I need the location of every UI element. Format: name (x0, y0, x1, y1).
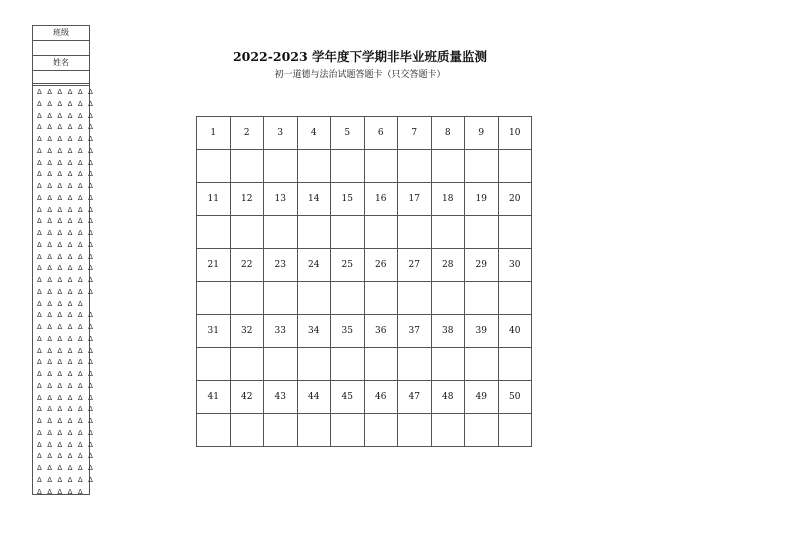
question-number-cell: 42 (230, 381, 264, 414)
seal-line: Δ Δ Δ Δ Δ Δ (37, 193, 95, 202)
seal-line: Δ Δ Δ Δ Δ (37, 487, 85, 496)
answer-cell[interactable] (331, 348, 365, 381)
seal-line-strip (32, 83, 95, 496)
answer-row (197, 216, 532, 249)
question-number-cell: 37 (398, 315, 432, 348)
seal-line: Δ Δ Δ Δ Δ Δ (37, 452, 95, 461)
answer-cell[interactable] (364, 150, 398, 183)
seal-line: Δ Δ Δ Δ Δ Δ (37, 111, 95, 120)
question-number-cell: 19 (465, 183, 499, 216)
question-number-cell: 12 (230, 183, 264, 216)
question-number-cell: 14 (297, 183, 331, 216)
question-number-cell: 5 (331, 117, 365, 150)
question-number-cell: 17 (398, 183, 432, 216)
question-number-cell: 3 (264, 117, 298, 150)
answer-cell[interactable] (498, 150, 532, 183)
answer-cell[interactable] (230, 150, 264, 183)
question-number-cell: 27 (398, 249, 432, 282)
question-number-cell: 9 (465, 117, 499, 150)
answer-cell[interactable] (197, 150, 231, 183)
question-number-cell: 41 (197, 381, 231, 414)
answer-cell[interactable] (465, 150, 499, 183)
question-number-cell: 45 (331, 381, 365, 414)
answer-cell[interactable] (264, 348, 298, 381)
answer-cell[interactable] (331, 282, 365, 315)
answer-cell[interactable] (264, 216, 298, 249)
seal-line: Δ Δ Δ Δ Δ Δ (37, 370, 95, 378)
answer-cell[interactable] (398, 150, 432, 183)
answer-cell[interactable] (465, 216, 499, 249)
name-label: 姓名 (33, 56, 89, 71)
seal-line: Δ Δ Δ Δ Δ Δ (37, 264, 95, 273)
answer-cell[interactable] (230, 414, 264, 447)
question-number-cell: 10 (498, 117, 532, 150)
question-number-cell: 43 (264, 381, 298, 414)
answer-row (197, 150, 532, 183)
answer-cell[interactable] (398, 282, 432, 315)
answer-cell[interactable] (431, 282, 465, 315)
answer-cell[interactable] (230, 348, 264, 381)
answer-cell[interactable] (331, 216, 365, 249)
answer-cell[interactable] (431, 414, 465, 447)
answer-cell[interactable] (197, 414, 231, 447)
question-number-cell: 31 (197, 315, 231, 348)
question-number-cell: 49 (465, 381, 499, 414)
question-number-cell: 23 (264, 249, 298, 282)
question-number-cell: 48 (431, 381, 465, 414)
question-number-row (197, 315, 532, 348)
question-number-cell: 39 (465, 315, 499, 348)
question-number-cell: 16 (364, 183, 398, 216)
question-number-row (197, 249, 532, 282)
question-number-cell: 1 (197, 117, 231, 150)
question-number-cell: 44 (297, 381, 331, 414)
seal-line: Δ Δ Δ Δ Δ Δ (37, 205, 95, 214)
answer-cell[interactable] (230, 216, 264, 249)
seal-line: Δ Δ Δ Δ Δ Δ (37, 217, 95, 226)
answer-cell[interactable] (364, 348, 398, 381)
question-number-cell: 20 (498, 183, 532, 216)
seal-line: Δ Δ Δ Δ Δ Δ (37, 170, 95, 179)
question-number-cell: 26 (364, 249, 398, 282)
answer-cell[interactable] (364, 282, 398, 315)
question-number-cell: 13 (264, 183, 298, 216)
answer-cell[interactable] (297, 150, 331, 183)
answer-row (197, 282, 532, 315)
question-number-cell: 6 (364, 117, 398, 150)
answer-cell[interactable] (465, 282, 499, 315)
answer-cell[interactable] (431, 216, 465, 249)
answer-cell[interactable] (297, 282, 331, 315)
class-label: 班级 (33, 26, 89, 41)
question-number-cell: 30 (498, 249, 532, 282)
class-field[interactable] (33, 41, 89, 56)
answer-cell[interactable] (297, 216, 331, 249)
seal-line: Δ Δ Δ Δ Δ Δ (37, 287, 95, 296)
seal-line: Δ Δ Δ Δ Δ Δ (37, 346, 95, 355)
seal-line: Δ Δ Δ Δ Δ Δ (37, 276, 95, 284)
seal-line: Δ Δ Δ Δ Δ Δ (37, 323, 95, 331)
seal-line: Δ Δ Δ Δ Δ Δ (37, 440, 95, 449)
question-number-cell: 32 (230, 315, 264, 348)
question-number-cell: 40 (498, 315, 532, 348)
answer-cell[interactable] (465, 414, 499, 447)
question-number-cell: 46 (364, 381, 398, 414)
question-number-cell: 21 (197, 249, 231, 282)
answer-cell[interactable] (297, 414, 331, 447)
question-number-cell: 35 (331, 315, 365, 348)
answer-cell[interactable] (297, 348, 331, 381)
seal-line: Δ Δ Δ Δ Δ Δ (37, 334, 95, 343)
seal-line: Δ Δ Δ Δ Δ Δ (37, 123, 95, 132)
question-number-cell: 50 (498, 381, 532, 414)
answer-cell[interactable] (364, 216, 398, 249)
seal-line: Δ Δ Δ Δ Δ Δ (37, 475, 95, 484)
seal-line: Δ Δ Δ Δ Δ Δ (37, 393, 95, 402)
answer-cell[interactable] (431, 150, 465, 183)
seal-line: Δ Δ Δ Δ Δ Δ (37, 428, 95, 437)
answer-cell[interactable] (264, 150, 298, 183)
answer-cell[interactable] (498, 414, 532, 447)
question-number-cell: 33 (264, 315, 298, 348)
answer-cell[interactable] (398, 216, 432, 249)
seal-line: Δ Δ Δ Δ Δ Δ (37, 99, 95, 108)
question-number-cell: 36 (364, 315, 398, 348)
question-number-cell: 15 (331, 183, 365, 216)
page-title: 2022-2023 学年度下学期非毕业班质量监测 (232, 49, 488, 64)
question-number-row (197, 117, 532, 150)
answer-cell[interactable] (230, 282, 264, 315)
question-number-cell: 18 (431, 183, 465, 216)
seal-line: Δ Δ Δ Δ Δ Δ (37, 146, 95, 155)
seal-line: Δ Δ Δ Δ Δ Δ (37, 464, 95, 472)
question-number-cell: 11 (197, 183, 231, 216)
answer-cell[interactable] (197, 348, 231, 381)
question-number-cell: 24 (297, 249, 331, 282)
answer-cell[interactable] (197, 282, 231, 315)
answer-cell[interactable] (398, 414, 432, 447)
question-number-cell: 25 (331, 249, 365, 282)
seal-line: Δ Δ Δ Δ Δ Δ (37, 358, 95, 367)
answer-cell[interactable] (465, 348, 499, 381)
seal-line: Δ Δ Δ Δ Δ Δ (37, 417, 95, 425)
seal-line: Δ Δ Δ Δ Δ Δ (37, 381, 95, 390)
question-number-cell: 8 (431, 117, 465, 150)
seal-line: Δ Δ Δ Δ Δ Δ (37, 240, 95, 249)
seal-line: Δ Δ Δ Δ Δ Δ (37, 229, 95, 237)
page-subtitle: 初一道德与法治试题答题卡（只交答题卡） (274, 70, 446, 80)
question-number-cell: 2 (230, 117, 264, 150)
answer-cell[interactable] (498, 348, 532, 381)
seal-line: Δ Δ Δ Δ Δ Δ (37, 88, 95, 96)
question-number-cell: 4 (297, 117, 331, 150)
answer-cell[interactable] (197, 216, 231, 249)
answer-cell[interactable] (498, 282, 532, 315)
question-number-cell: 29 (465, 249, 499, 282)
seal-line: Δ Δ Δ Δ Δ Δ (37, 158, 95, 167)
seal-line: Δ Δ Δ Δ Δ Δ (37, 252, 95, 261)
answer-cell[interactable] (264, 282, 298, 315)
student-info-box (32, 25, 90, 86)
question-number-cell: 22 (230, 249, 264, 282)
answer-grid (196, 116, 532, 447)
question-number-cell: 7 (398, 117, 432, 150)
question-number-cell: 34 (297, 315, 331, 348)
question-number-row (197, 183, 532, 216)
answer-cell[interactable] (331, 414, 365, 447)
answer-cell[interactable] (264, 414, 298, 447)
question-number-cell: 47 (398, 381, 432, 414)
seal-line: Δ Δ Δ Δ Δ Δ (37, 311, 95, 320)
answer-cell[interactable] (498, 216, 532, 249)
question-number-row (197, 381, 532, 414)
answer-row (197, 348, 532, 381)
seal-line: Δ Δ Δ Δ Δ Δ (37, 405, 95, 414)
answer-cell[interactable] (398, 348, 432, 381)
answer-cell[interactable] (364, 414, 398, 447)
question-number-cell: 28 (431, 249, 465, 282)
answer-row (197, 414, 532, 447)
question-number-cell: 38 (431, 315, 465, 348)
seal-line: Δ Δ Δ Δ Δ Δ (37, 135, 95, 143)
answer-cell[interactable] (431, 348, 465, 381)
seal-line: Δ Δ Δ Δ Δ (37, 299, 85, 308)
seal-line: Δ Δ Δ Δ Δ Δ (37, 182, 95, 190)
answer-cell[interactable] (331, 150, 365, 183)
